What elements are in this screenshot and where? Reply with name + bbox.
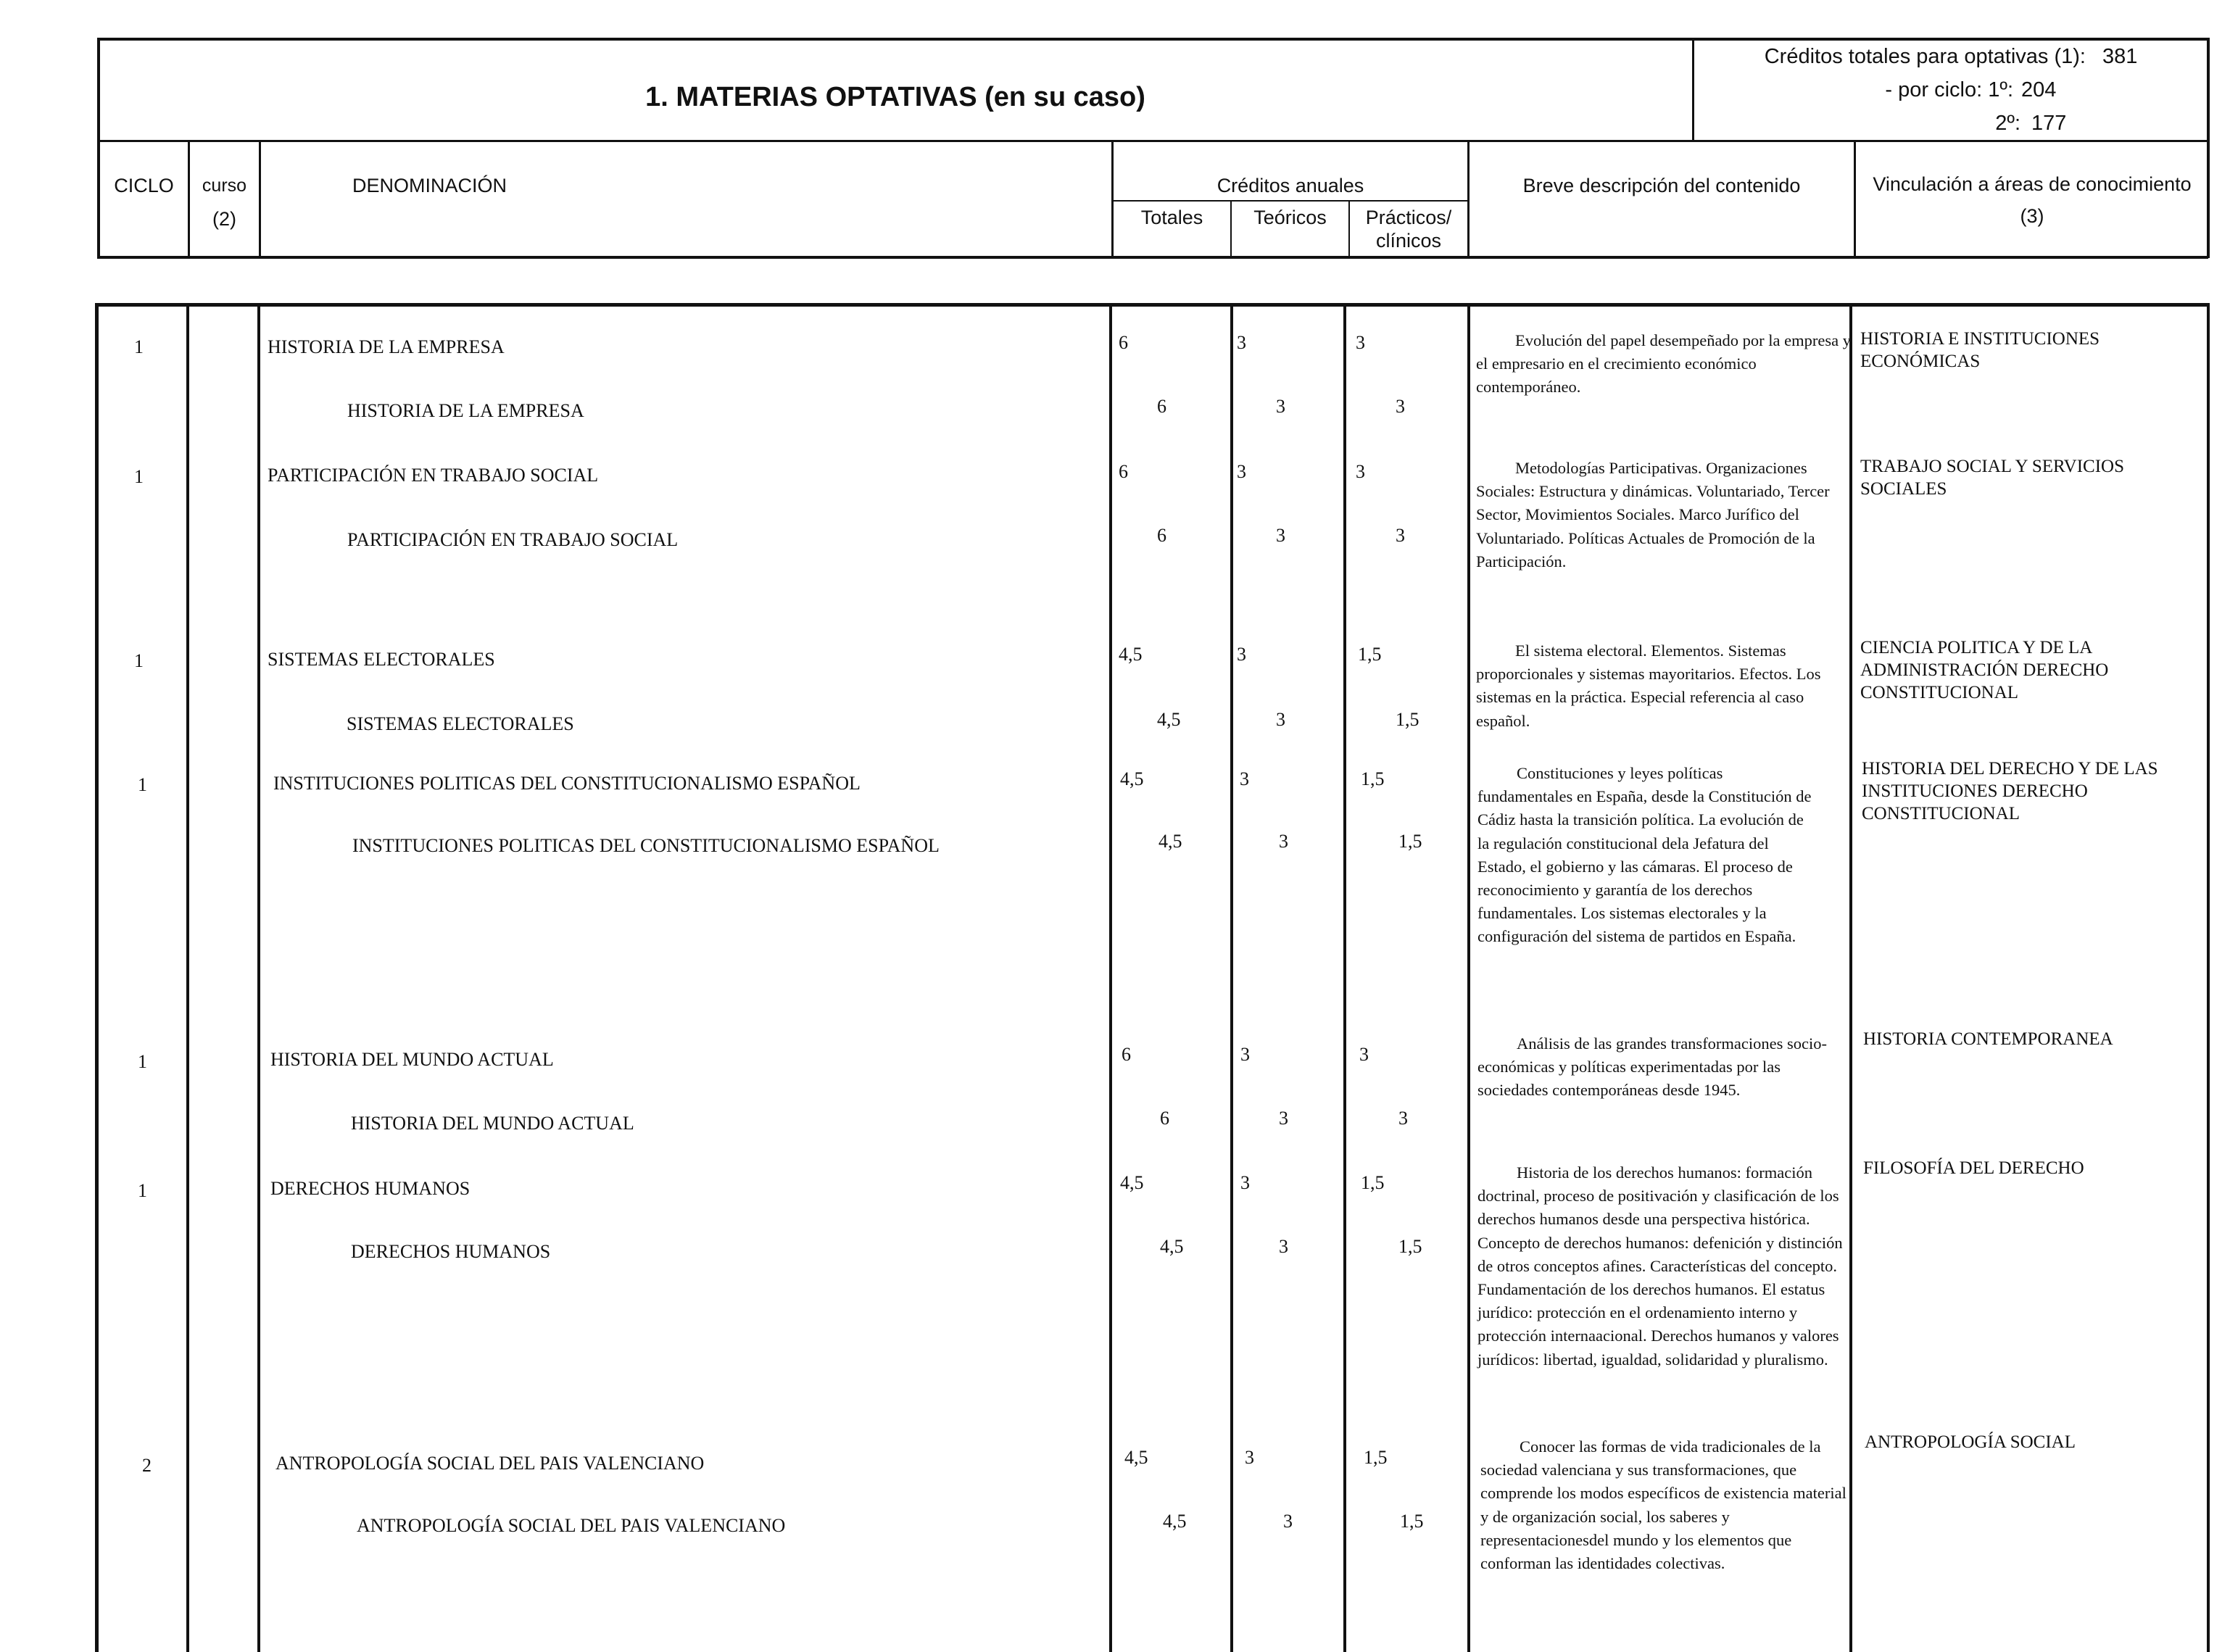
row-sub-teoricos: 3 [1276,525,1285,546]
row-practicos: 1,5 [1364,1447,1388,1468]
per-cycle-1-value: 204 [2021,78,2057,101]
row-totales: 6 [1122,1044,1131,1065]
row-sub-totales: 6 [1160,1108,1169,1129]
row-teoricos: 3 [1245,1447,1254,1468]
col-vinculacion: Vinculación a áreas de conocimiento [1873,173,2192,195]
row-sub-totales: 4,5 [1160,1236,1184,1257]
row-practicos: 3 [1356,332,1365,353]
row-sub-practicos: 1,5 [1398,831,1422,852]
row-sub-practicos: 1,5 [1396,709,1419,730]
col-denominacion: DENOMINACIÓN [352,175,507,196]
row-totales: 4,5 [1120,768,1144,789]
row-sub-teoricos: 3 [1276,709,1285,730]
row-descripcion: Análisis de las grandes transformaciones socio-económicas y políticas experimentadas por las sociedades contemporáneas desde 1945. [1477,1034,1828,1100]
row-descripcion: Conocer las formas de vida tradicionales de la sociedad valenciana y sus transformaciones, que comprende los modos específicos de existencia material y de organización social, los saberes y representacionesdel mundo y los elementos que conforman las identidades colectivas. [1480,1437,1846,1573]
row-sub-teoricos: 3 [1279,1236,1288,1257]
row-area: HISTORIA CONTEMPORANEA [1863,1029,2113,1049]
row-practicos: 1,5 [1358,644,1382,665]
row-name: PARTICIPACIÓN EN TRABAJO SOCIAL [268,465,599,486]
credits-total-label: Créditos totales para optativas (1): [1764,45,2086,68]
row-area: ANTROPOLOGÍA SOCIAL [1865,1432,2076,1452]
row-sub-practicos: 3 [1396,525,1405,546]
row-sub-name: INSTITUCIONES POLITICAS DEL CONSTITUCIONALISMO ESPAÑOL [352,835,940,856]
row-ciclo: 2 [142,1455,152,1476]
row-descripcion: Constituciones y leyes políticas fundamentales en España, desde la Constitución de Cádiz hasta la transición política. La evolución de la regulación constitucional dela Jefatura del Estado, el gobierno y las cámaras. El proceso de reconocimiento y garantía de los derechos fundamentales. Los sistemas electorales y la configuración del sistema de partidos en España. [1477,764,1812,946]
row-totales: 4,5 [1120,1172,1144,1193]
row-descripcion: Historia de los derechos humanos: formación doctrinal, proceso de positivación y clasificación de los derechos humanos desde una perspectiva histórica. Concepto de derechos humanos: defenición y distinción de otros conceptos afines. Características del concepto. Fundamentación de los derechos humanos. El estatus jurídico: protección en el ordenamiento interno y protección internaacional. Derechos humanos y valores jurídicos: libertad, igualdad, solidaridad y pluralismo. [1477,1163,1843,1369]
row-sub-totales: 6 [1157,525,1166,546]
row-sub-totales: 4,5 [1163,1511,1187,1532]
row-ciclo: 1 [134,650,144,671]
row-sub-practicos: 3 [1398,1108,1408,1129]
col-descripcion: Breve descripción del contenido [1522,175,1801,196]
row-area: HISTORIA DEL DERECHO Y DE LAS INSTITUCIONES DERECHO CONSTITUCIONAL [1862,759,2158,823]
col-totales: Totales [1140,207,1203,228]
row-area: FILOSOFÍA DEL DERECHO [1863,1158,2084,1178]
row-sub-totales: 4,5 [1157,709,1181,730]
row-area: TRABAJO SOCIAL Y SERVICIOS SOCIALES [1860,457,2125,499]
row-sub-totales: 6 [1157,396,1166,417]
page-title: 1. MATERIAS OPTATIVAS (en su caso) [645,82,1145,112]
col-creditos-anuales: Créditos anuales [1216,175,1364,196]
row-ciclo: 1 [138,1051,147,1072]
col-vinculacion-note: (3) [2020,205,2044,227]
row-sub-teoricos: 3 [1283,1511,1293,1532]
row-sub-teoricos: 3 [1279,831,1288,852]
row-sub-practicos: 1,5 [1400,1511,1424,1532]
row-name: HISTORIA DEL MUNDO ACTUAL [270,1049,554,1070]
row-teoricos: 3 [1237,332,1246,353]
col-practicos: Prácticos/ [1365,207,1452,228]
row-teoricos: 3 [1237,644,1246,665]
row-teoricos: 3 [1240,1044,1250,1065]
row-name: ANTROPOLOGÍA SOCIAL DEL PAIS VALENCIANO [275,1453,705,1474]
cycle-2-label: 2º: [1995,112,2020,135]
row-ciclo: 1 [134,336,144,357]
row-name: SISTEMAS ELECTORALES [268,649,495,670]
row-descripcion: Evolución del papel desempeñado por la empresa y el empresario en el crecimiento económico contemporáneo. [1476,331,1851,397]
row-sub-teoricos: 3 [1279,1108,1288,1129]
row-ciclo: 1 [138,1180,147,1201]
per-cycle-label: - por ciclo: 1º: [1885,78,2013,101]
row-sub-name: HISTORIA DEL MUNDO ACTUAL [351,1113,634,1134]
row-sub-totales: 4,5 [1158,831,1182,852]
col-teoricos: Teóricos [1253,207,1327,228]
row-teoricos: 3 [1240,768,1249,789]
credits-total-value: 381 [2102,45,2138,68]
cycle-2-value: 177 [2031,112,2067,135]
row-sub-name: SISTEMAS ELECTORALES [347,713,574,734]
row-practicos: 1,5 [1361,768,1385,789]
col-curso-note: (2) [212,208,236,230]
row-practicos: 3 [1356,461,1365,482]
col-practicos-line2: clínicos [1375,230,1442,252]
row-sub-teoricos: 3 [1276,396,1285,417]
row-teoricos: 3 [1237,461,1246,482]
row-descripcion: El sistema electoral. Elementos. Sistemas proporcionales y sistemas mayoritarios. Efectos. Los sistemas en la práctica. Especial referencia al caso español. [1476,642,1821,730]
row-ciclo: 1 [138,774,147,795]
row-totales: 6 [1119,332,1128,353]
row-practicos: 1,5 [1361,1172,1385,1193]
row-sub-practicos: 3 [1396,396,1405,417]
col-ciclo: CICLO [114,175,174,196]
row-area: CIENCIA POLITICA Y DE LA ADMINISTRACIÓN DERECHO CONSTITUCIONAL [1860,638,2109,702]
row-area: HISTORIA E INSTITUCIONES ECONÓMICAS [1860,329,2100,371]
row-sub-practicos: 1,5 [1398,1236,1422,1257]
row-totales: 6 [1119,461,1128,482]
row-ciclo: 1 [134,466,144,487]
row-sub-name: HISTORIA DE LA EMPRESA [347,400,584,421]
row-practicos: 3 [1359,1044,1369,1065]
row-sub-name: ANTROPOLOGÍA SOCIAL DEL PAIS VALENCIANO [357,1515,786,1536]
row-descripcion: Metodologías Participativas. Organizaciones Sociales: Estructura y dinámicas. Voluntariado, Tercer Sector, Movimientos Sociales. Marco Jurífico del Voluntariado. Políticas Actuales de Promoción de la Participación. [1476,459,1830,570]
row-totales: 4,5 [1119,644,1143,665]
row-totales: 4,5 [1124,1447,1148,1468]
row-name: INSTITUCIONES POLITICAS DEL CONSTITUCIONALISMO ESPAÑOL [273,773,861,794]
row-sub-name: DERECHOS HUMANOS [351,1241,551,1262]
row-name: DERECHOS HUMANOS [270,1178,471,1199]
row-teoricos: 3 [1240,1172,1250,1193]
row-name: HISTORIA DE LA EMPRESA [268,336,505,357]
col-curso: curso [202,175,247,196]
row-sub-name: PARTICIPACIÓN EN TRABAJO SOCIAL [347,529,679,550]
